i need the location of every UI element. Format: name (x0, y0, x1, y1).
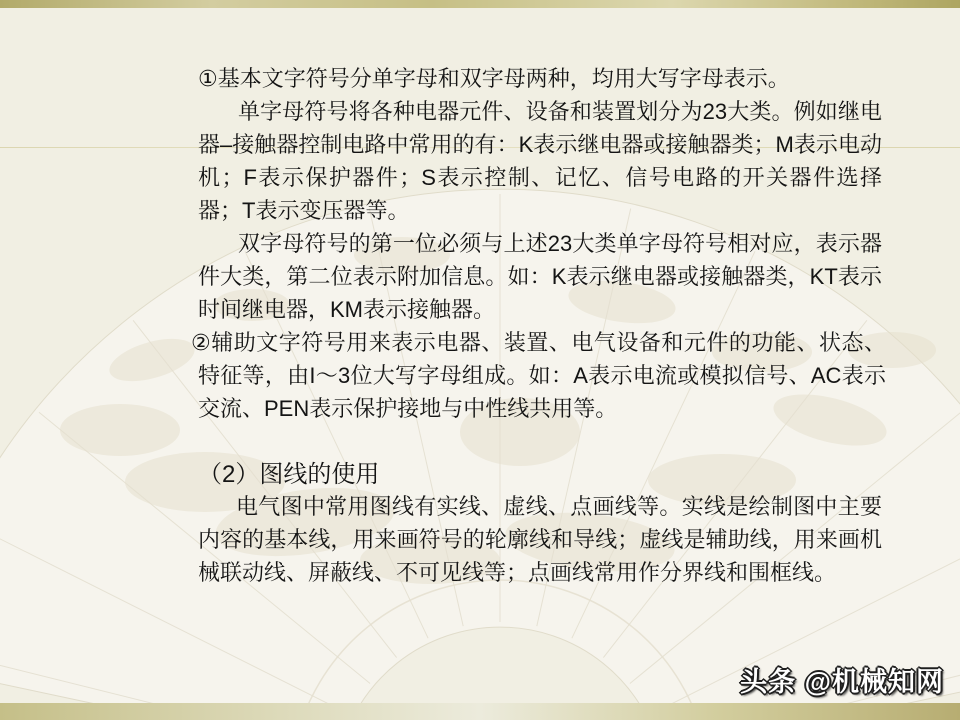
bottom-accent-bar (0, 703, 960, 720)
bullet-basic-letter-symbols: ①基本文字符号分单字母和双字母两种，均用大写字母表示。 (198, 66, 790, 91)
slide-text-content (191, 62, 914, 589)
section-heading-line-usage: （2）图线的使用 (198, 461, 380, 488)
paragraph-double-letter-symbols: 双字母符号的第一位必须与上述23大类单字母符号相对应，表示器件大类，第二位表示附加信息。如：K表示继电器或接触器类，KT表示时间继电器，KM表示接触器。 (198, 231, 882, 322)
paragraph-line-usage: 电气图中常用图线有实线、虚线、点画线等。实线是绘制图中主要内容的基本线，用来画符号的轮廓线和导线；虚线是辅助线，用来画机械联动线、屏蔽线、不可见线等；点画线常用作分界线和围框线。 (198, 494, 882, 585)
paragraph-single-letter-symbols: 单字母符号将各种电器元件、设备和装置划分为23大类。例如继电器–接触器控制电路中常用的有：K表示继电器或接触器类；M表示电动机；F表示保护器件；S表示控制、记忆、信号电路的开关器件选择器；T表示变压器等。 (198, 99, 882, 223)
bullet-auxiliary-letter-symbols: ②辅助文字符号用来表示电器、装置、电气设备和元件的功能、状态、特征等，由I～3位大写字母组成。如：A表示电流或模拟信号、AC表示交流、PEN表示保护接地与中性线共用等。 (191, 330, 886, 421)
watermark-toutiao: 头条 @机械知网 (740, 667, 944, 697)
